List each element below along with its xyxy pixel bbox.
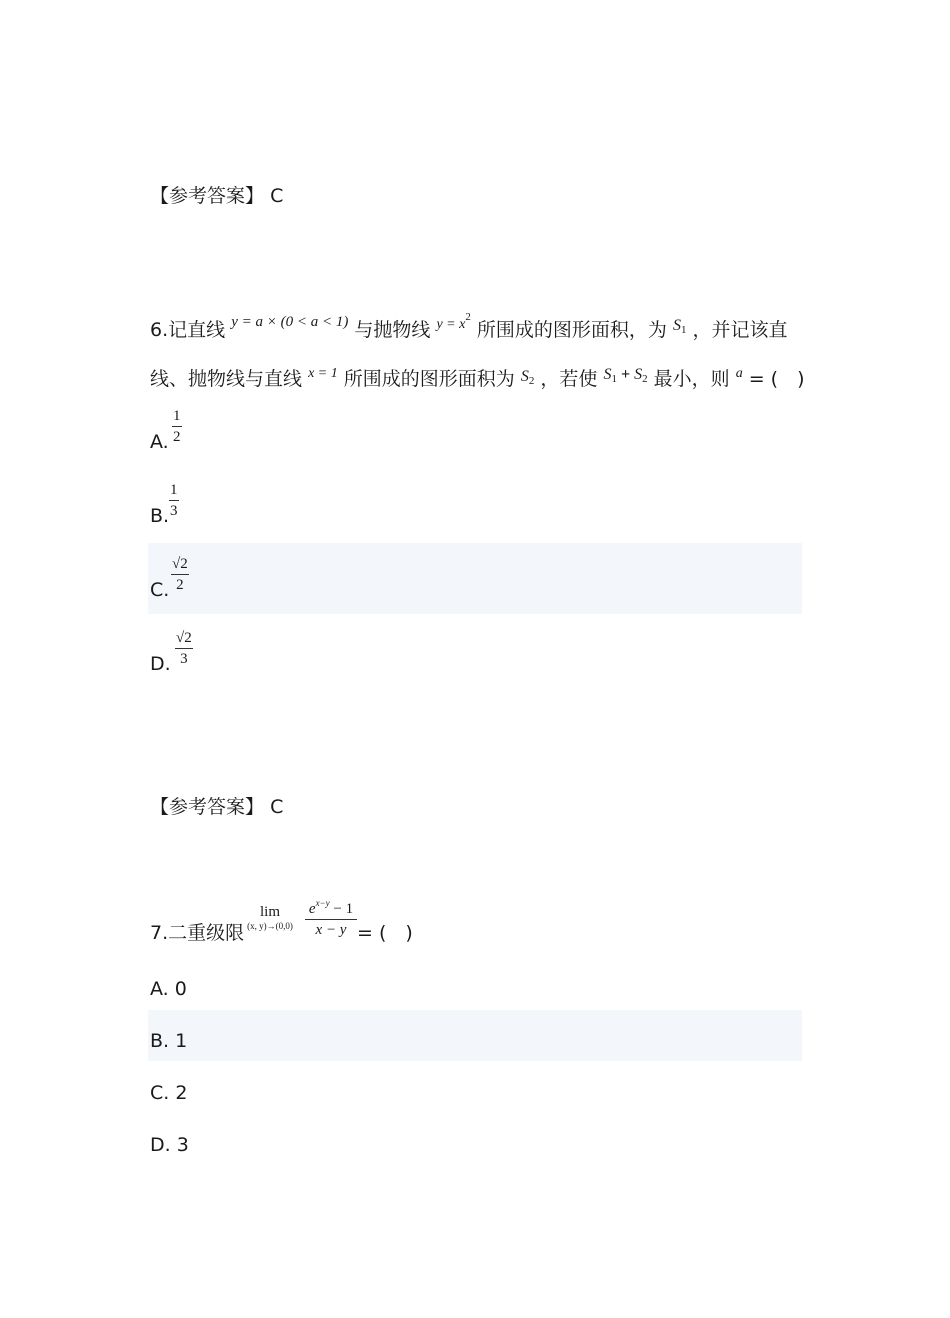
question-text: 记直线	[168, 319, 226, 341]
limit-fraction: $e^{x-y} - 1$ x − y	[305, 893, 357, 940]
question-7-tail: = ( )	[357, 922, 413, 944]
question-text: 线、抛物线与直线	[150, 368, 303, 390]
question-text: 与抛物线	[354, 319, 431, 341]
math-formula: S1	[672, 317, 687, 336]
question-text: ，若使	[540, 368, 598, 390]
option-b[interactable]: B. 1	[150, 1030, 188, 1052]
reference-answer-1	[150, 184, 283, 208]
reference-answer-label: 【参考答案】	[150, 796, 265, 818]
question-text: = ( )	[742, 368, 805, 390]
reference-answer-value: C	[270, 185, 284, 207]
math-formula: y = a × (0 < a < 1)	[231, 314, 349, 330]
reference-answer-label: 【参考答案】	[150, 185, 265, 207]
math-formula: a	[735, 366, 743, 381]
question-text: 二重级限	[168, 922, 245, 944]
fraction: $\frac{√2}{2}$	[172, 556, 188, 593]
option-label: C.	[150, 579, 170, 601]
option-label: B.	[150, 505, 170, 527]
option-label: A.	[150, 431, 169, 453]
reference-answer-2	[150, 795, 283, 819]
fraction: $\frac{1}{2}$	[173, 408, 181, 445]
math-formula: S1 + S2	[603, 366, 648, 385]
reference-answer-value: C	[270, 796, 284, 818]
math-formula: x = 1	[308, 366, 338, 381]
highlighted-option-band	[148, 1010, 802, 1061]
question-text: 最小，则	[653, 368, 730, 390]
limit-operator: lim (x, y)→(0,0)	[247, 904, 293, 931]
math-formula: S2	[520, 368, 535, 387]
question-6-line-1	[150, 305, 788, 342]
fraction: $\frac{1}{3}$	[170, 482, 178, 519]
question-7-line	[150, 921, 244, 945]
option-d[interactable]: D. 3	[150, 1134, 189, 1156]
fraction: $\frac{√2}{3}$	[176, 630, 192, 667]
option-a[interactable]: A. 0	[150, 978, 187, 1000]
question-text: 所围成的图形面积为	[343, 368, 515, 390]
question-number: 7.	[150, 922, 169, 944]
question-number: 6.	[150, 319, 169, 341]
option-label: D.	[150, 653, 171, 675]
highlighted-option-band	[148, 543, 802, 614]
option-c[interactable]: C. 2	[150, 1082, 188, 1104]
question-text: 所围成的图形面积，为	[476, 319, 667, 341]
question-text: ，并记该直	[692, 319, 788, 341]
math-formula: y = x2	[436, 311, 471, 332]
question-6-line-2	[150, 362, 805, 393]
